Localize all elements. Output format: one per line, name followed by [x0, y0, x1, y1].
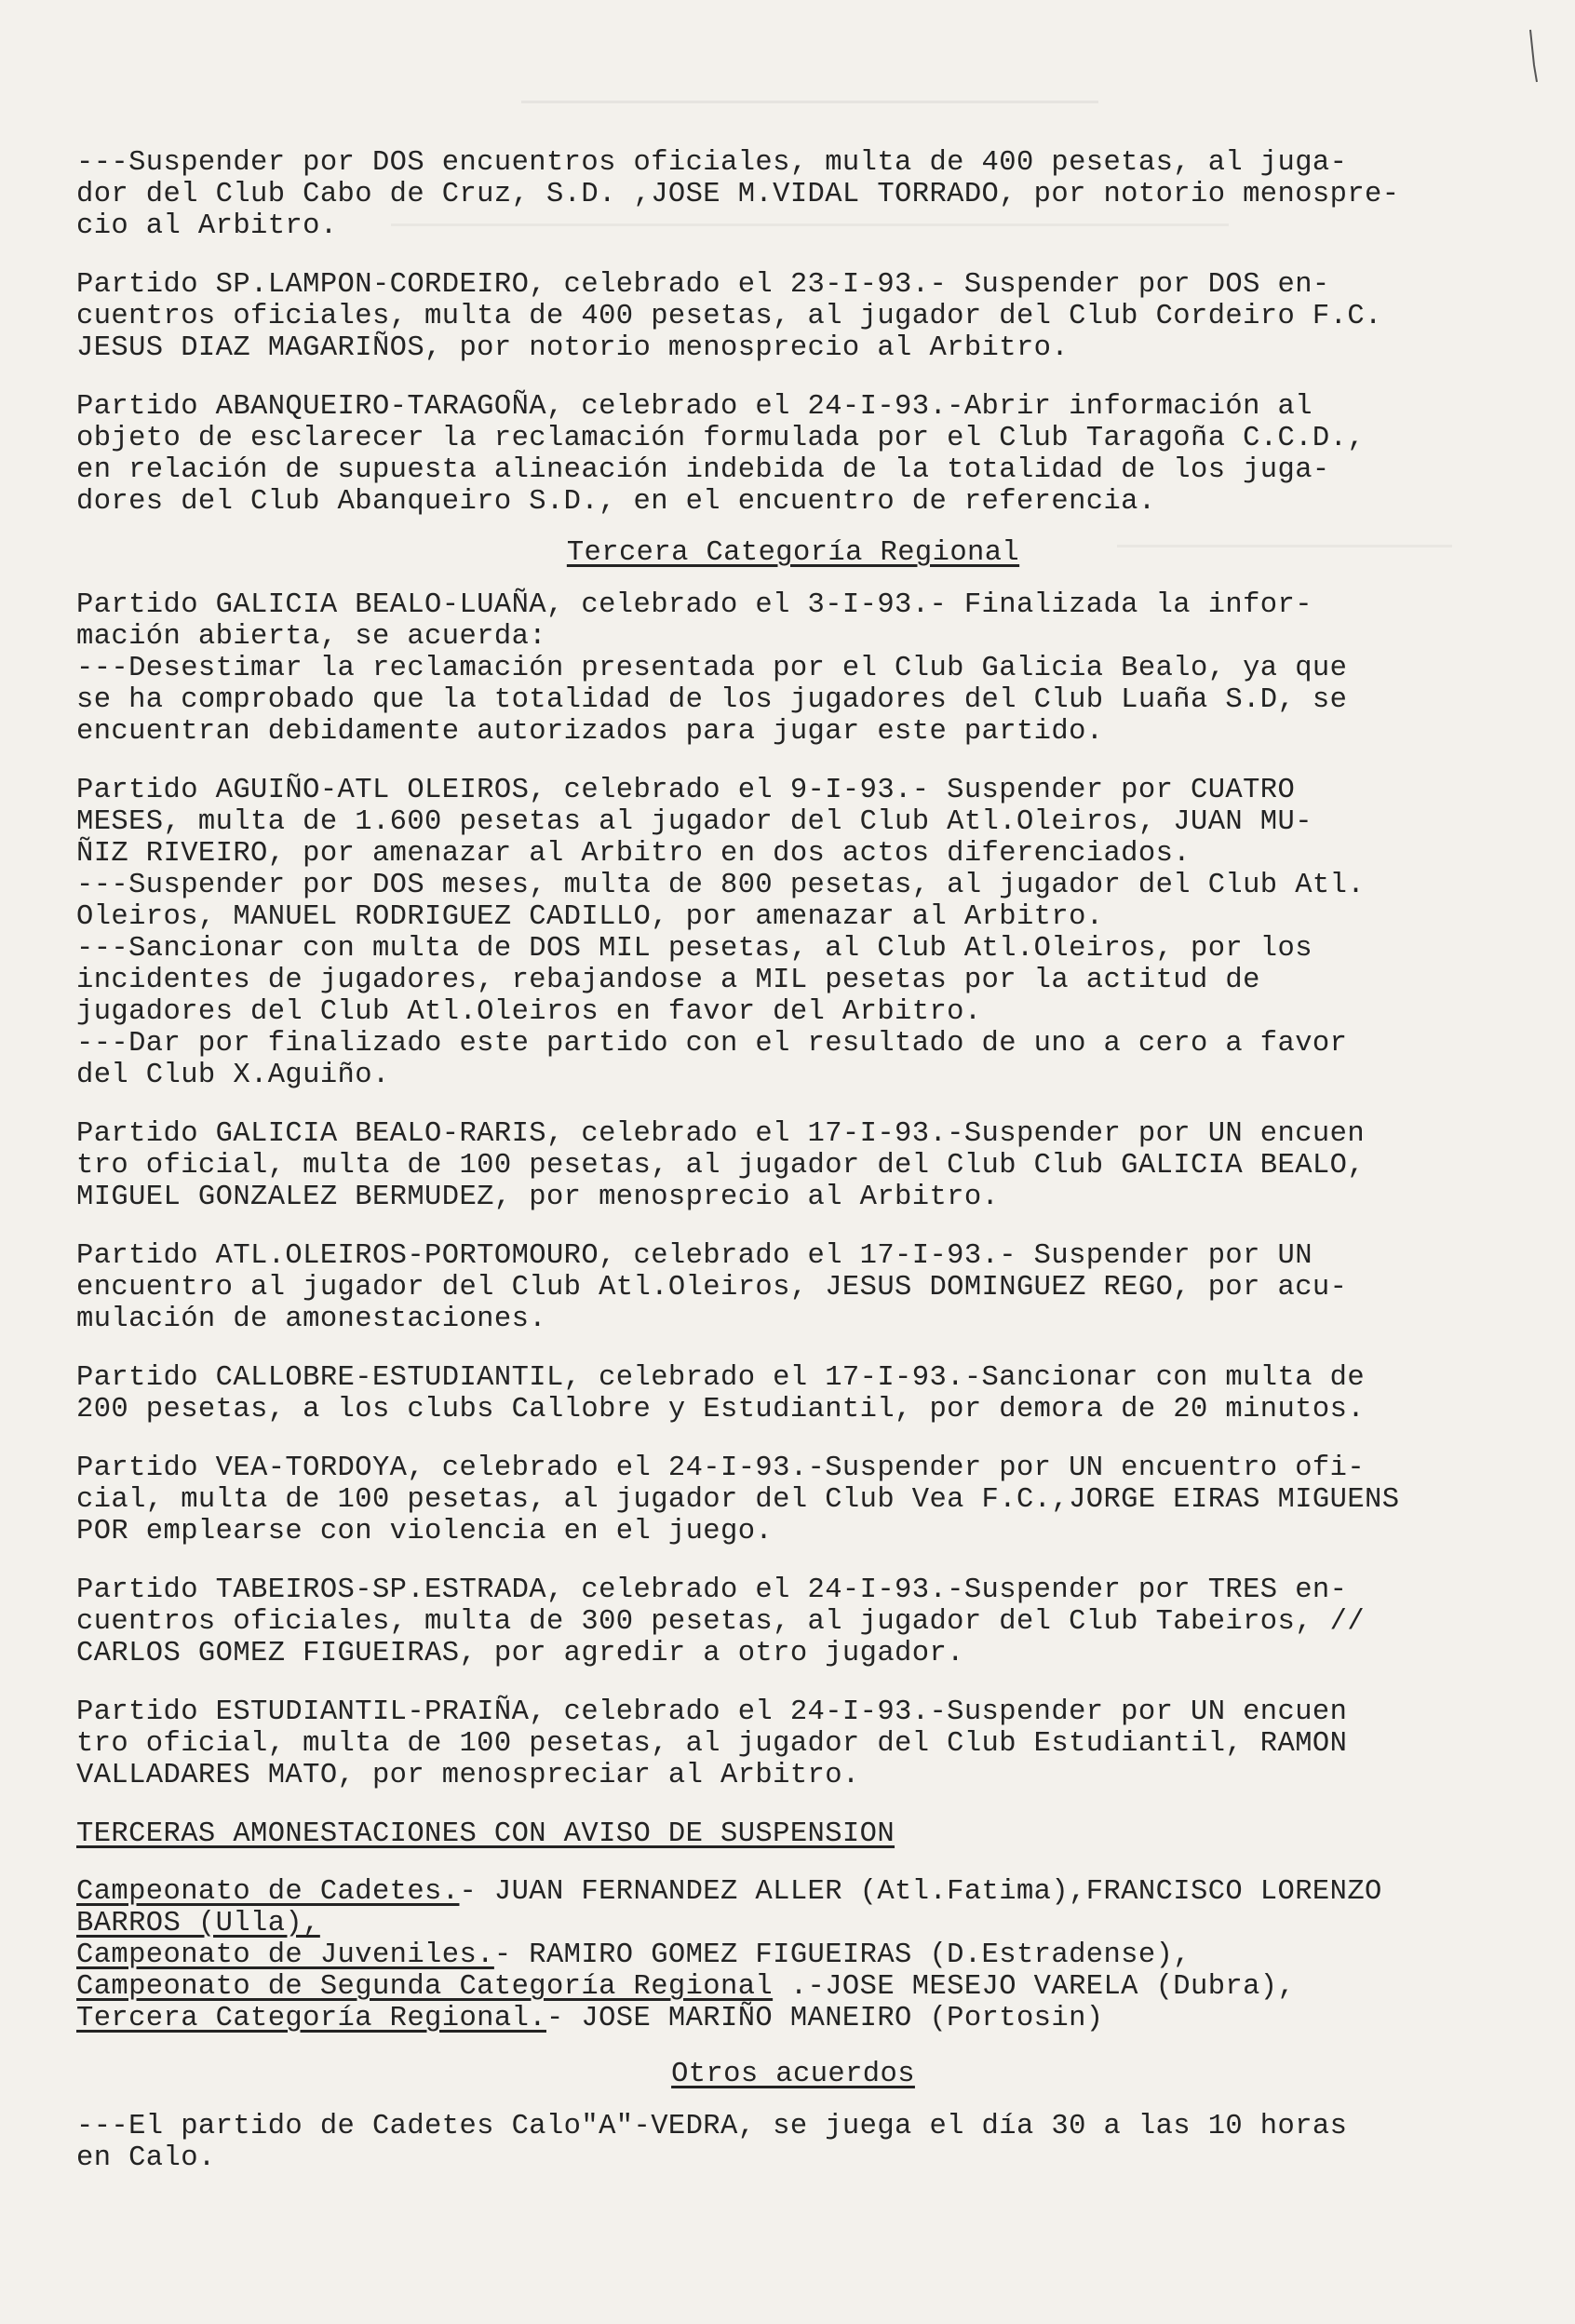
- championship-line: [76, 2003, 1510, 2034]
- resolutions-section-top: [76, 147, 1510, 518]
- text-line: en Calo.: [76, 2142, 216, 2174]
- text-line: dores del Club Abanqueiro S.D., en el encuentro de referencia.: [76, 486, 1156, 518]
- championship-line: [76, 1876, 1510, 1908]
- text-line: encuentran debidamente autorizados para jugar este partido.: [76, 716, 1104, 748]
- text-line: Partido SP.LAMPON-CORDEIRO, celebrado el 23-I-93.- Suspender por DOS en-: [76, 269, 1330, 301]
- section-heading-text: Tercera Categoría Regional: [566, 537, 1020, 569]
- text-line: cio al Arbitro.: [76, 210, 338, 242]
- text-line: mación abierta, se acuerda:: [76, 621, 546, 653]
- text-line: objeto de esclarecer la reclamación formulada por el Club Taragoña C.C.D.,: [76, 423, 1366, 454]
- text-line: Oleiros, MANUEL RODRIGUEZ CADILLO, por amenazar al Arbitro.: [76, 901, 1104, 933]
- resolution-paragraph: [76, 147, 1510, 242]
- text-line: cial, multa de 100 pesetas, al jugador del Club Vea F.C.,JORGE EIRAS MIGUENS: [76, 1484, 1400, 1516]
- championship-line: [76, 1971, 1510, 2003]
- section-heading-text: Otros acuerdos: [671, 2059, 915, 2090]
- text-line: tro oficial, multa de 100 pesetas, al jugador del Club Club GALICIA BEALO,: [76, 1150, 1366, 1182]
- text-line: encuentro al jugador del Club Atl.Oleiros, JESUS DOMINGUEZ REGO, por acu-: [76, 1272, 1348, 1304]
- section-heading-otros: [76, 2059, 1510, 2090]
- text-line: ---Suspender por DOS encuentros oficiales, multa de 400 pesetas, al juga-: [76, 147, 1348, 179]
- championship-players-continued: BARROS (Ulla),: [76, 1908, 320, 1939]
- championship-label: Campeonato de Juveniles.: [76, 1939, 494, 1971]
- text-line: POR emplearse con violencia en el juego.: [76, 1516, 774, 1547]
- resolution-paragraph: [76, 775, 1510, 1091]
- text-line: ---Desestimar la reclamación presentada por el Club Galicia Bealo, ya que: [76, 653, 1348, 684]
- text-line: ---Dar por finalizado este partido con el resultado de uno a cero a favor: [76, 1028, 1348, 1060]
- text-line: MIGUEL GONZALEZ BERMUDEZ, por menosprecio al Arbitro.: [76, 1182, 1000, 1213]
- text-line: Partido ESTUDIANTIL-PRAIÑA, celebrado el 24-I-93.-Suspender por UN encuen: [76, 1696, 1348, 1728]
- bleed-through-shadow: [521, 101, 1098, 141]
- text-line: Partido VEA-TORDOYA, celebrado el 24-I-93.-Suspender por UN encuentro ofi-: [76, 1452, 1366, 1484]
- text-line: Partido TABEIROS-SP.ESTRADA, celebrado el 24-I-93.-Suspender por TRES en-: [76, 1574, 1348, 1606]
- resolution-paragraph: [76, 1362, 1510, 1425]
- otros-acuerdos-paragraph: [76, 2111, 1510, 2174]
- text-line: en relación de supuesta alineación indebida de la totalidad de los juga-: [76, 454, 1330, 486]
- text-line: ---Suspender por DOS meses, multa de 800 pesetas, al jugador del Club Atl.: [76, 870, 1366, 901]
- text-line: Partido GALICIA BEALO-RARIS, celebrado el 17-I-93.-Suspender por UN encuen: [76, 1118, 1366, 1150]
- text-line: dor del Club Cabo de Cruz, S.D. ,JOSE M.VIDAL TORRADO, por notorio menospre-: [76, 179, 1400, 210]
- resolutions-section-tercera: [76, 589, 1510, 1791]
- text-line: JESUS DIAZ MAGARIÑOS, por notorio menosprecio al Arbitro.: [76, 332, 1070, 364]
- text-line: Partido GALICIA BEALO-LUAÑA, celebrado el 3-I-93.- Finalizada la infor-: [76, 589, 1312, 621]
- championship-players: - RAMIRO GOMEZ FIGUEIRAS (D.Estradense),: [493, 1939, 1191, 1971]
- resolution-paragraph: [76, 1240, 1510, 1335]
- resolution-paragraph: [76, 391, 1510, 518]
- text-line: ---El partido de Cadetes Calo"A"-VEDRA, se juega el día 30 a las 10 horas: [76, 2111, 1348, 2142]
- text-line: mulación de amonestaciones.: [76, 1304, 546, 1335]
- resolution-paragraph: [76, 1696, 1510, 1791]
- championship-warnings-list: [76, 1876, 1510, 2034]
- document-body: [76, 147, 1510, 2201]
- text-line: tro oficial, multa de 100 pesetas, al jugador del Club Estudiantil, RAMON: [76, 1728, 1348, 1760]
- text-line: cuentros oficiales, multa de 400 pesetas, al jugador del Club Cordeiro F.C.: [76, 301, 1382, 332]
- text-line: ---Sancionar con multa de DOS MIL pesetas, al Club Atl.Oleiros, por los: [76, 933, 1312, 965]
- resolution-paragraph: [76, 1118, 1510, 1213]
- championship-label: Tercera Categoría Regional.: [76, 2003, 546, 2034]
- text-line: Partido AGUIÑO-ATL OLEIROS, celebrado el 9-I-93.- Suspender por CUATRO: [76, 775, 1296, 806]
- text-line: VALLADARES MATO, por menospreciar al Arbitro.: [76, 1760, 860, 1791]
- text-line: 200 pesetas, a los clubs Callobre y Estudiantil, por demora de 20 minutos.: [76, 1394, 1366, 1425]
- championship-players: - JUAN FERNANDEZ ALLER (Atl.Fatima),FRANCISCO LORENZO: [459, 1876, 1382, 1908]
- text-line: ÑIZ RIVEIRO, por amenazar al Arbitro en dos actos diferenciados.: [76, 838, 1191, 870]
- terceras-amonestaciones-title: TERCERAS AMONESTACIONES CON AVISO DE SUSPENSION: [76, 1818, 895, 1850]
- resolution-paragraph: [76, 1452, 1510, 1547]
- text-line: del Club X.Aguiño.: [76, 1060, 390, 1091]
- championship-label: Campeonato de Segunda Categoría Regional: [76, 1971, 774, 2003]
- championship-players: .-JOSE MESEJO VARELA (Dubra),: [773, 1971, 1296, 2003]
- pen-mark: [1528, 28, 1538, 84]
- text-line: Partido ATL.OLEIROS-PORTOMOURO, celebrado el 17-I-93.- Suspender por UN: [76, 1240, 1312, 1272]
- text-line: Partido CALLOBRE-ESTUDIANTIL, celebrado el 17-I-93.-Sancionar con multa de: [76, 1362, 1366, 1394]
- text-line: Partido ABANQUEIRO-TARAGOÑA, celebrado el 24-I-93.-Abrir información al: [76, 391, 1312, 423]
- text-line: MESES, multa de 1.600 pesetas al jugador del Club Atl.Oleiros, JUAN MU-: [76, 806, 1312, 838]
- resolution-paragraph: [76, 269, 1510, 364]
- text-line: se ha comprobado que la totalidad de los jugadores del Club Luaña S.D, se: [76, 684, 1348, 716]
- resolution-paragraph: [76, 589, 1510, 748]
- championship-line: [76, 1908, 1510, 1939]
- text-line: CARLOS GOMEZ FIGUEIRAS, por agredir a otro jugador.: [76, 1638, 964, 1669]
- championship-label: Campeonato de Cadetes.: [76, 1876, 460, 1908]
- text-line: jugadores del Club Atl.Oleiros en favor del Arbitro.: [76, 996, 982, 1028]
- section-heading-tercera: [76, 537, 1510, 569]
- championship-line: [76, 1939, 1510, 1971]
- championship-players: - JOSE MARIÑO MANEIRO (Portosin): [545, 2003, 1104, 2034]
- text-line: cuentros oficiales, multa de 300 pesetas, al jugador del Club Tabeiros, //: [76, 1606, 1366, 1638]
- text-line: incidentes de jugadores, rebajandose a MIL pesetas por la actitud de: [76, 965, 1260, 996]
- resolution-paragraph: [76, 1574, 1510, 1669]
